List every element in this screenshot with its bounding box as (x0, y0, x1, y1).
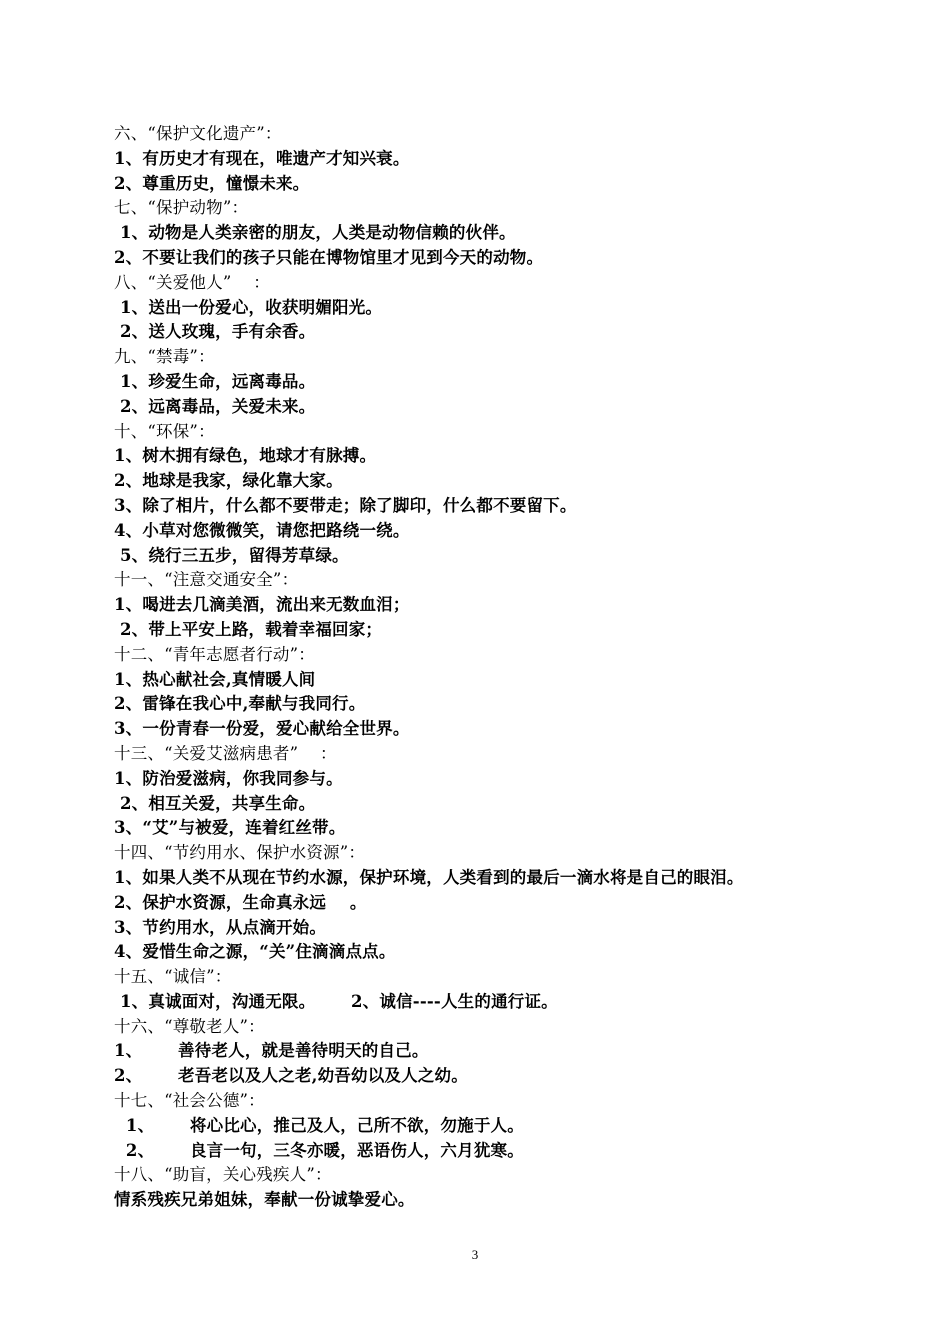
slogan-line: 1、 将心比心，推己及人，己所不欲，勿施于人。 (114, 1115, 524, 1135)
slogan-line: 1、有历史才有现在，唯遗产才知兴衰。 (114, 148, 410, 168)
slogan-line: 2、 老吾老以及人之老,幼吾幼以及人之幼。 (114, 1066, 468, 1086)
slogan-line: 1、 善待老人，就是善待明天的自己。 (114, 1041, 429, 1061)
section-heading: 十一、“注意交通安全”： (114, 570, 299, 590)
slogan-line: 1、热心献社会,真情暖人间 (114, 669, 316, 689)
section-heading: 六、“保护文化遗产”： (114, 124, 282, 143)
section-heading: 八、“关爱他人” ： (114, 272, 270, 292)
section-heading: 十六、“尊敬老人”： (114, 1016, 265, 1036)
slogan-line: 1、动物是人类亲密的朋友，人类是动物信赖的伙伴。 (114, 223, 516, 243)
section-heading: 十七、“社会公德”： (114, 1091, 265, 1111)
slogan-line: 3、“艾”与被爱，连着红丝带。 (114, 818, 346, 838)
section-heading: 十三、“关爱艾滋病患者” ： (114, 743, 337, 763)
slogan-line: 情系残疾兄弟姐妹，奉献一份诚挚爱心。 (114, 1190, 415, 1210)
slogan-line: 2、尊重历史，憧憬未来。 (114, 173, 310, 193)
slogan-line: 3、除了相片，什么都不要带走；除了脚印，什么都不要留下。 (114, 495, 577, 515)
slogan-line: 1、防治爱滋病，你我同参与。 (114, 768, 343, 788)
slogan-line: 2、相互关爱，共享生命。 (114, 793, 316, 813)
slogan-line: 2、保护水资源，生命真永远 。 (114, 892, 367, 912)
slogan-line: 1、珍爱生命，远离毒品。 (114, 371, 316, 391)
slogan-line: 2、雷锋在我心中,奉献与我同行。 (114, 694, 366, 714)
slogan-line: 2、带上平安上路，载着幸福回家； (114, 619, 383, 639)
section-heading: 十八、“助盲，关心残疾人”： (114, 1165, 332, 1185)
slogan-line: 1、送出一份爱心，收获明媚阳光。 (114, 297, 383, 317)
section-heading: 十五、“诚信”： (114, 967, 232, 987)
section-heading: 七、“保护动物”： (114, 198, 249, 218)
slogan-line: 2、远离毒品，关爱未来。 (114, 396, 316, 416)
section-heading: 九、“禁毒”： (114, 347, 215, 367)
page-number: 3 (471, 1247, 479, 1262)
section-heading: 十、“环保”： (114, 421, 215, 441)
slogan-line: 3、一份青春一份爱，爱心献给全世界。 (114, 719, 410, 739)
slogan-line: 2、送人玫瑰，手有余香。 (114, 322, 316, 342)
document-body (114, 122, 894, 1213)
slogan-line: 1、真诚面对，沟通无限。 2、诚信----人生的通行证。 (114, 991, 558, 1011)
slogan-line: 1、树木拥有绿色，地球才有脉搏。 (114, 446, 377, 466)
slogan-line: 3、节约用水，从点滴开始。 (114, 917, 327, 937)
section-heading: 十四、“节约用水、保护水资源”： (114, 843, 366, 863)
slogan-line: 4、爱惜生命之源，“关”住滴滴点点。 (114, 942, 396, 962)
section-heading: 十二、“青年志愿者行动”： (114, 644, 315, 664)
slogan-line: 5、绕行三五步，留得芳草绿。 (114, 545, 349, 565)
slogan-line: 1、喝进去几滴美酒，流出来无数血泪； (114, 595, 410, 615)
slogan-line: 2、 良言一句，三冬亦暖，恶语伤人，六月犹寒。 (114, 1140, 524, 1160)
slogan-line: 2、地球是我家，绿化靠大家。 (114, 471, 343, 491)
slogan-line: 1、如果人类不从现在节约水源，保护环境，人类看到的最后一滴水将是自己的眼泪。 (114, 867, 744, 887)
slogan-line: 4、小草对您微微笑，请您把路绕一绕。 (114, 520, 410, 540)
slogan-line: 2、不要让我们的孩子只能在博物馆里才见到今天的动物。 (114, 247, 544, 267)
